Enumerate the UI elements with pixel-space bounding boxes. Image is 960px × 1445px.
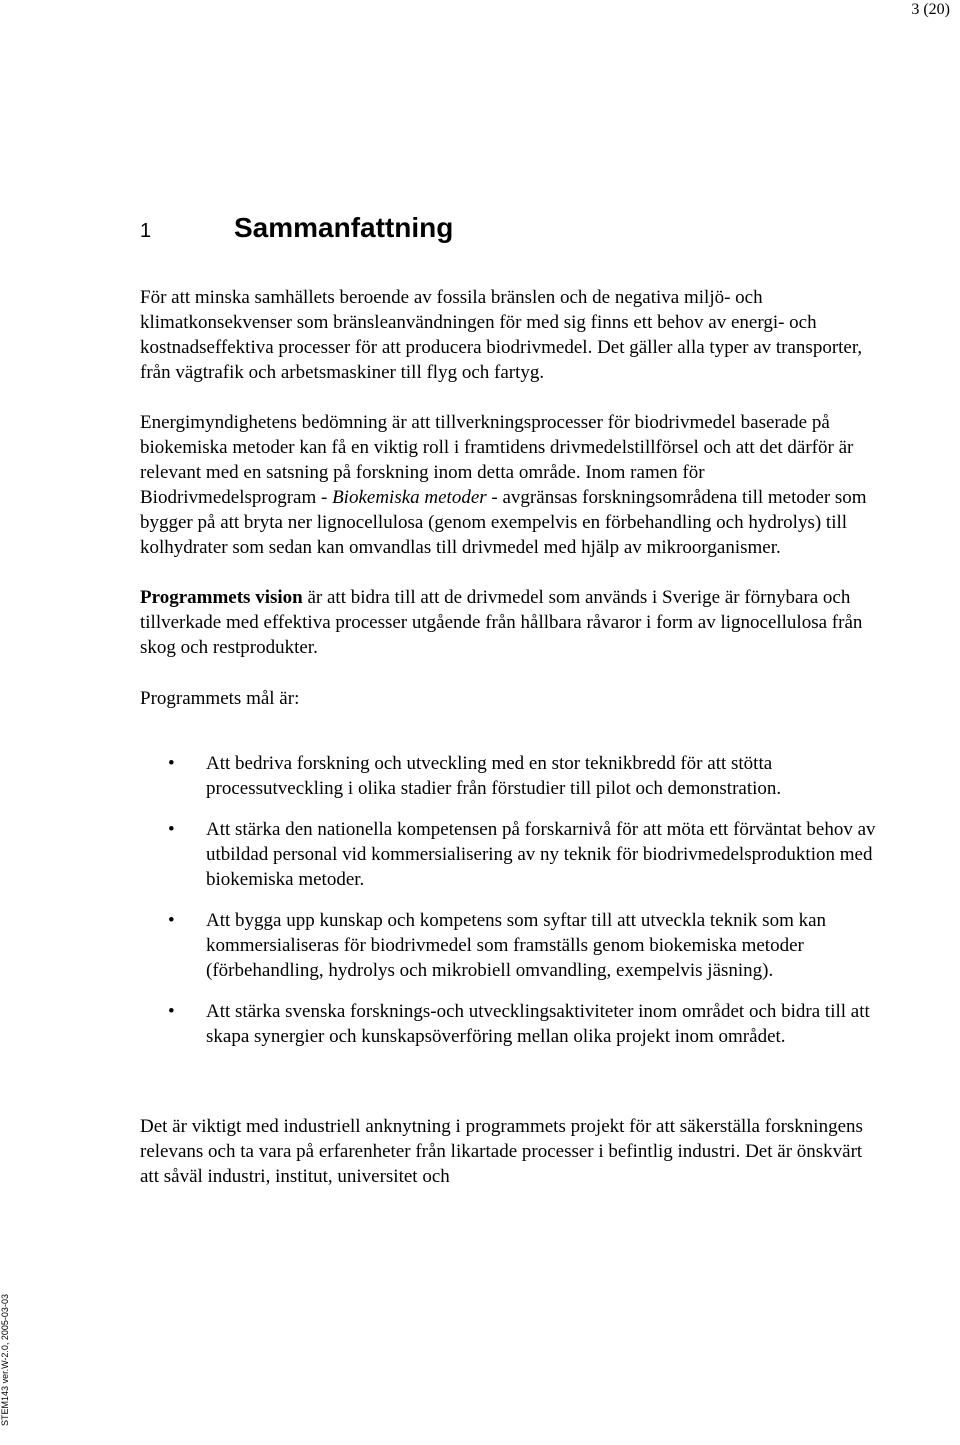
document-body <box>140 285 880 1189</box>
list-item <box>140 999 880 1049</box>
goals-list <box>140 751 880 1049</box>
goal-text: Att bedriva forskning och utveckling med en stor teknikbredd för att stötta processutveckling i olika stadier från förstudier till pilot och demonstration. <box>206 753 782 799</box>
list-item <box>140 751 880 801</box>
vision-lead-bold: Programmets vision <box>140 587 303 608</box>
goal-text: Att bygga upp kunskap och kompetens som syftar till att utveckla teknik som kan kommersialiseras för biodrivmedel som framställs genom biokemiska metoder (förbehandling, hydrolys och mikrobiell omvandling, exempelvis jäsning). <box>206 910 827 981</box>
goal-text: Att stärka den nationella kompetensen på forskarnivå för att möta ett förväntat behov av utbildad personal vid kommersialisering av ny teknik för biodrivmedelsproduktion med biokemiska metoder. <box>206 819 876 890</box>
section-number: 1 <box>140 220 152 242</box>
vision-text: är att bidra till att de drivmedel som används i Sverige är förnybara och tillverkade med effektiva processer utgående från hållbara råvaror i form av lignocellulosa från skog och restprodukter. <box>140 587 863 658</box>
page-number: 3 (20) <box>911 1 950 18</box>
goals-intro: Programmets mål är: <box>140 688 300 709</box>
paragraph-assessment-text-2: - avgränsas forskningsområdena till metoder som bygger på att bryta ner lignocellulosa (genom exempelvis en förbehandling och hydrolys) till kolhydrater som sedan kan omvandlas till drivmedel med hjälp av mikroorganismer. <box>140 487 867 558</box>
section-heading <box>140 212 453 244</box>
paragraph-assessment-text-1: Energimyndighetens bedömning är att tillverkningsprocesser för biodrivmedel baserade på biokemiska metoder kan få en viktig roll i framtidens drivmedelstillförsel och att det därför är relevant med en satsning på forskning inom detta område. Inom ramen för Biodrivmedelsprogram - <box>140 412 854 508</box>
bullet-icon: • <box>168 819 175 840</box>
bullet-icon: • <box>168 753 175 774</box>
paragraph-industry: Det är viktigt med industriell anknytning i programmets projekt för att säkerställa forskningens relevans och ta vara på erfarenheter från likartade processer i befintlig industri. Det är önskvärt att såväl industri, institut, universitet och <box>140 1116 863 1187</box>
bullet-icon: • <box>168 1001 175 1022</box>
section-title: Sammanfattning <box>234 212 454 243</box>
paragraph-intro: För att minska samhällets beroende av fossila bränslen och de negativa miljö- och klimatkonsekvenser som bränsleanvändningen för med sig finns ett behov av energi- och kostnadseffektiva processer för att producera biodrivmedel. Det gäller alla typer av transporter, från vägtrafik och arbetsmaskiner till flyg och fartyg. <box>140 287 863 383</box>
list-item <box>140 817 880 892</box>
paragraph-assessment <box>140 410 880 560</box>
list-item <box>140 908 880 983</box>
program-name-italic: Biokemiska metoder <box>332 487 487 508</box>
goal-text: Att stärka svenska forsknings-och utvecklingsaktiviteter inom området och bidra till att skapa synergier och kunskapsöverföring mellan olika projekt inom området. <box>206 1001 870 1047</box>
template-version-stamp: STEM143 ver.W-2.0, 2005-03-03 <box>0 1294 10 1426</box>
paragraph-vision <box>140 585 880 660</box>
bullet-icon: • <box>168 910 175 931</box>
